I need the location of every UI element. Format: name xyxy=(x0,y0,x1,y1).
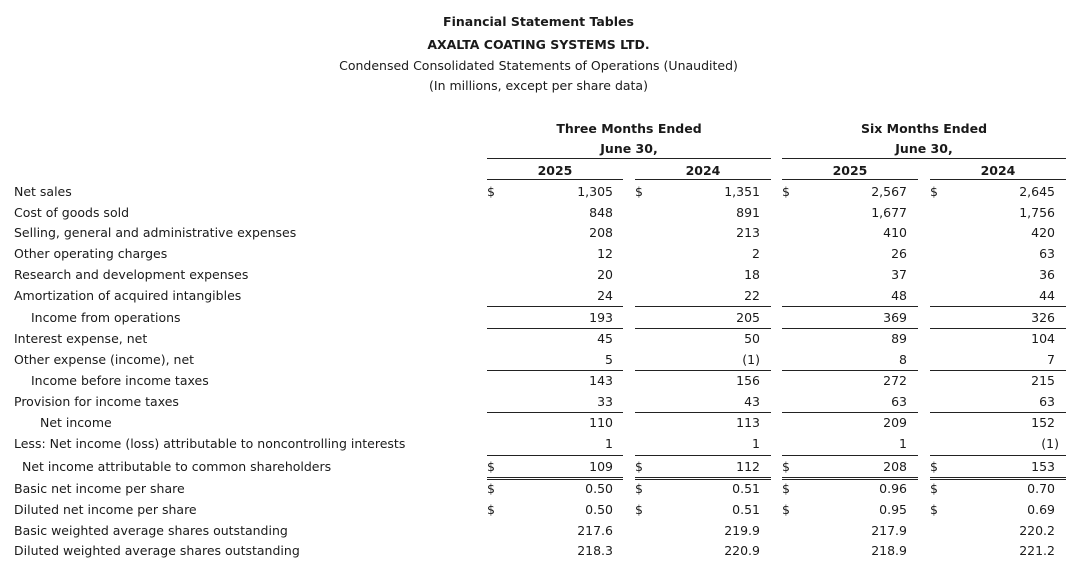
subtotal-rule xyxy=(487,306,623,307)
statement-name: Condensed Consolidated Statements of Operations (Unaudited) xyxy=(339,58,738,73)
table-row xyxy=(0,373,1077,393)
table-row xyxy=(0,543,1077,563)
cell-value: 410 xyxy=(883,225,907,240)
cell-value: 208 xyxy=(883,459,907,474)
cell-value: 26 xyxy=(891,246,907,261)
table-row xyxy=(0,331,1077,351)
year-rule xyxy=(487,179,623,180)
cell-value: 420 xyxy=(1031,225,1055,240)
cell-value: 22 xyxy=(744,288,760,303)
table-row xyxy=(0,184,1077,204)
cell-value: 848 xyxy=(589,205,613,220)
row-label: Diluted weighted average shares outstanding xyxy=(14,543,300,558)
cell-value: 143 xyxy=(589,373,613,388)
currency-symbol: $ xyxy=(635,502,643,517)
cell-value: 217.9 xyxy=(871,523,907,538)
row-label: Basic net income per share xyxy=(14,481,185,496)
row-label: Selling, general and administrative expenses xyxy=(14,225,297,240)
cell-value: 45 xyxy=(597,331,613,346)
row-label: Research and development expenses xyxy=(14,267,249,282)
company-name: AXALTA COATING SYSTEMS LTD. xyxy=(427,37,650,52)
cell-value: 218.3 xyxy=(577,543,613,558)
currency-symbol: $ xyxy=(930,459,938,474)
cell-value: 109 xyxy=(589,459,613,474)
cell-value: 43 xyxy=(744,394,760,409)
cell-value: 0.50 xyxy=(585,502,613,517)
cell-value: 891 xyxy=(736,205,760,220)
subtotal-rule xyxy=(635,455,771,456)
cell-value: 113 xyxy=(736,415,760,430)
cell-value: 0.70 xyxy=(1027,481,1055,496)
cell-value: 63 xyxy=(1039,394,1055,409)
currency-symbol: $ xyxy=(930,184,938,199)
currency-symbol: $ xyxy=(782,184,790,199)
currency-symbol: $ xyxy=(930,502,938,517)
row-label: Cost of goods sold xyxy=(14,205,130,220)
table-row xyxy=(0,459,1077,479)
cell-value: 63 xyxy=(1039,246,1055,261)
cell-value: 218.9 xyxy=(871,543,907,558)
cell-value: 44 xyxy=(1039,288,1055,303)
currency-symbol: $ xyxy=(930,481,938,496)
currency-symbol: $ xyxy=(782,459,790,474)
row-label: Other expense (income), net xyxy=(14,352,195,367)
total-double-rule xyxy=(487,479,623,480)
row-label: Provision for income taxes xyxy=(14,394,179,409)
six-months-rule xyxy=(782,158,1066,159)
row-label: Net income xyxy=(40,415,112,430)
cell-value: 1,677 xyxy=(871,205,907,220)
subtotal-rule xyxy=(930,455,1066,456)
subtotal-rule xyxy=(635,370,771,371)
subtotal-rule xyxy=(487,412,623,413)
units-note: (In millions, except per share data) xyxy=(429,78,648,93)
cell-value: 0.51 xyxy=(732,481,760,496)
cell-value: 220.2 xyxy=(1019,523,1055,538)
subtotal-rule xyxy=(635,412,771,413)
table-row xyxy=(0,523,1077,543)
subtotal-rule xyxy=(635,328,771,329)
cell-value: 0.50 xyxy=(585,481,613,496)
cell-value: 205 xyxy=(736,310,760,325)
total-double-rule xyxy=(782,479,918,480)
subtotal-rule xyxy=(487,370,623,371)
subtotal-rule xyxy=(782,328,918,329)
six-months-header: Six Months Ended xyxy=(860,121,988,136)
row-label: Net income attributable to common shareholders xyxy=(22,459,332,474)
currency-symbol: $ xyxy=(487,184,495,199)
three-months-header: Three Months Ended xyxy=(556,121,702,136)
currency-symbol: $ xyxy=(635,481,643,496)
table-row xyxy=(0,310,1077,330)
currency-symbol: $ xyxy=(635,184,643,199)
cell-value: 36 xyxy=(1039,267,1055,282)
six-months-date: June 30, xyxy=(895,141,953,156)
cell-value: 0.95 xyxy=(879,502,907,517)
cell-value: 0.69 xyxy=(1027,502,1055,517)
cell-value: 193 xyxy=(589,310,613,325)
table-row xyxy=(0,415,1077,435)
subtotal-rule xyxy=(930,370,1066,371)
cell-value: 20 xyxy=(597,267,613,282)
subtotal-rule xyxy=(782,306,918,307)
table-row xyxy=(0,394,1077,414)
cell-value: 2,567 xyxy=(871,184,907,199)
cell-value: 12 xyxy=(597,246,613,261)
cell-value: 24 xyxy=(597,288,613,303)
table-row xyxy=(0,288,1077,308)
subtotal-rule xyxy=(930,412,1066,413)
table-row xyxy=(0,436,1077,456)
table-row xyxy=(0,267,1077,287)
subtotal-rule xyxy=(487,328,623,329)
cell-value: 0.96 xyxy=(879,481,907,496)
total-double-rule xyxy=(930,477,1066,478)
table-row xyxy=(0,502,1077,522)
subtotal-rule xyxy=(635,306,771,307)
cell-value: 8 xyxy=(899,352,907,367)
subtotal-rule xyxy=(782,455,918,456)
cell-value: 37 xyxy=(891,267,907,282)
cell-value: 217.6 xyxy=(577,523,613,538)
subtotal-rule xyxy=(930,328,1066,329)
currency-symbol: $ xyxy=(487,502,495,517)
currency-symbol: $ xyxy=(487,459,495,474)
cell-value: 209 xyxy=(883,415,907,430)
row-label: Other operating charges xyxy=(14,246,168,261)
cell-value: 2 xyxy=(752,246,760,261)
cell-value: 326 xyxy=(1031,310,1055,325)
cell-value: 156 xyxy=(736,373,760,388)
total-double-rule xyxy=(782,477,918,478)
cell-value: (1) xyxy=(742,352,760,367)
three-months-date: June 30, xyxy=(600,141,658,156)
cell-value: 1,351 xyxy=(724,184,760,199)
table-row xyxy=(0,352,1077,372)
year-header-q-2024: 2024 xyxy=(685,163,721,178)
row-label: Less: Net income (loss) attributable to noncontrolling interests xyxy=(14,436,406,451)
total-double-rule xyxy=(635,479,771,480)
cell-value: 2,645 xyxy=(1019,184,1055,199)
row-label: Amortization of acquired intangibles xyxy=(14,288,242,303)
cell-value: 33 xyxy=(597,394,613,409)
row-label: Net sales xyxy=(14,184,72,199)
row-label: Diluted net income per share xyxy=(14,502,197,517)
cell-value: 89 xyxy=(891,331,907,346)
cell-value: 7 xyxy=(1047,352,1055,367)
cell-value: 1,756 xyxy=(1019,205,1055,220)
year-rule xyxy=(930,179,1066,180)
table-row xyxy=(0,481,1077,501)
subtotal-rule xyxy=(930,306,1066,307)
cell-value: 48 xyxy=(891,288,907,303)
cell-value: 1,305 xyxy=(577,184,613,199)
cell-value: 5 xyxy=(605,352,613,367)
cell-value: 112 xyxy=(736,459,760,474)
total-double-rule xyxy=(487,477,623,478)
cell-value: 219.9 xyxy=(724,523,760,538)
cell-value: 208 xyxy=(589,225,613,240)
report-heading: Financial Statement Tables xyxy=(443,14,634,29)
cell-value: 369 xyxy=(883,310,907,325)
subtotal-rule xyxy=(487,455,623,456)
row-label: Income from operations xyxy=(31,310,181,325)
cell-value: 215 xyxy=(1031,373,1055,388)
currency-symbol: $ xyxy=(487,481,495,496)
table-row xyxy=(0,225,1077,245)
cell-value: 1 xyxy=(605,436,613,451)
year-header-q-2025: 2025 xyxy=(537,163,573,178)
cell-value: 153 xyxy=(1031,459,1055,474)
cell-value: 220.9 xyxy=(724,543,760,558)
cell-value: 1 xyxy=(899,436,907,451)
cell-value: 18 xyxy=(744,267,760,282)
cell-value: 50 xyxy=(744,331,760,346)
total-double-rule xyxy=(635,477,771,478)
currency-symbol: $ xyxy=(782,481,790,496)
currency-symbol: $ xyxy=(635,459,643,474)
cell-value: 221.2 xyxy=(1019,543,1055,558)
three-months-rule xyxy=(487,158,771,159)
year-rule xyxy=(635,179,771,180)
row-label: Interest expense, net xyxy=(14,331,148,346)
cell-value: 104 xyxy=(1031,331,1055,346)
cell-value: 0.51 xyxy=(732,502,760,517)
cell-value: 213 xyxy=(736,225,760,240)
year-header-h-2024: 2024 xyxy=(980,163,1016,178)
year-header-h-2025: 2025 xyxy=(832,163,868,178)
cell-value: 152 xyxy=(1031,415,1055,430)
cell-value: 1 xyxy=(752,436,760,451)
total-double-rule xyxy=(930,479,1066,480)
table-row xyxy=(0,205,1077,225)
row-label: Basic weighted average shares outstanding xyxy=(14,523,288,538)
row-label: Income before income taxes xyxy=(31,373,209,388)
cell-value: 272 xyxy=(883,373,907,388)
cell-value: 63 xyxy=(891,394,907,409)
year-rule xyxy=(782,179,918,180)
subtotal-rule xyxy=(782,370,918,371)
subtotal-rule xyxy=(782,412,918,413)
cell-value: 110 xyxy=(589,415,613,430)
table-row xyxy=(0,246,1077,266)
currency-symbol: $ xyxy=(782,502,790,517)
cell-value: (1) xyxy=(1041,436,1059,451)
